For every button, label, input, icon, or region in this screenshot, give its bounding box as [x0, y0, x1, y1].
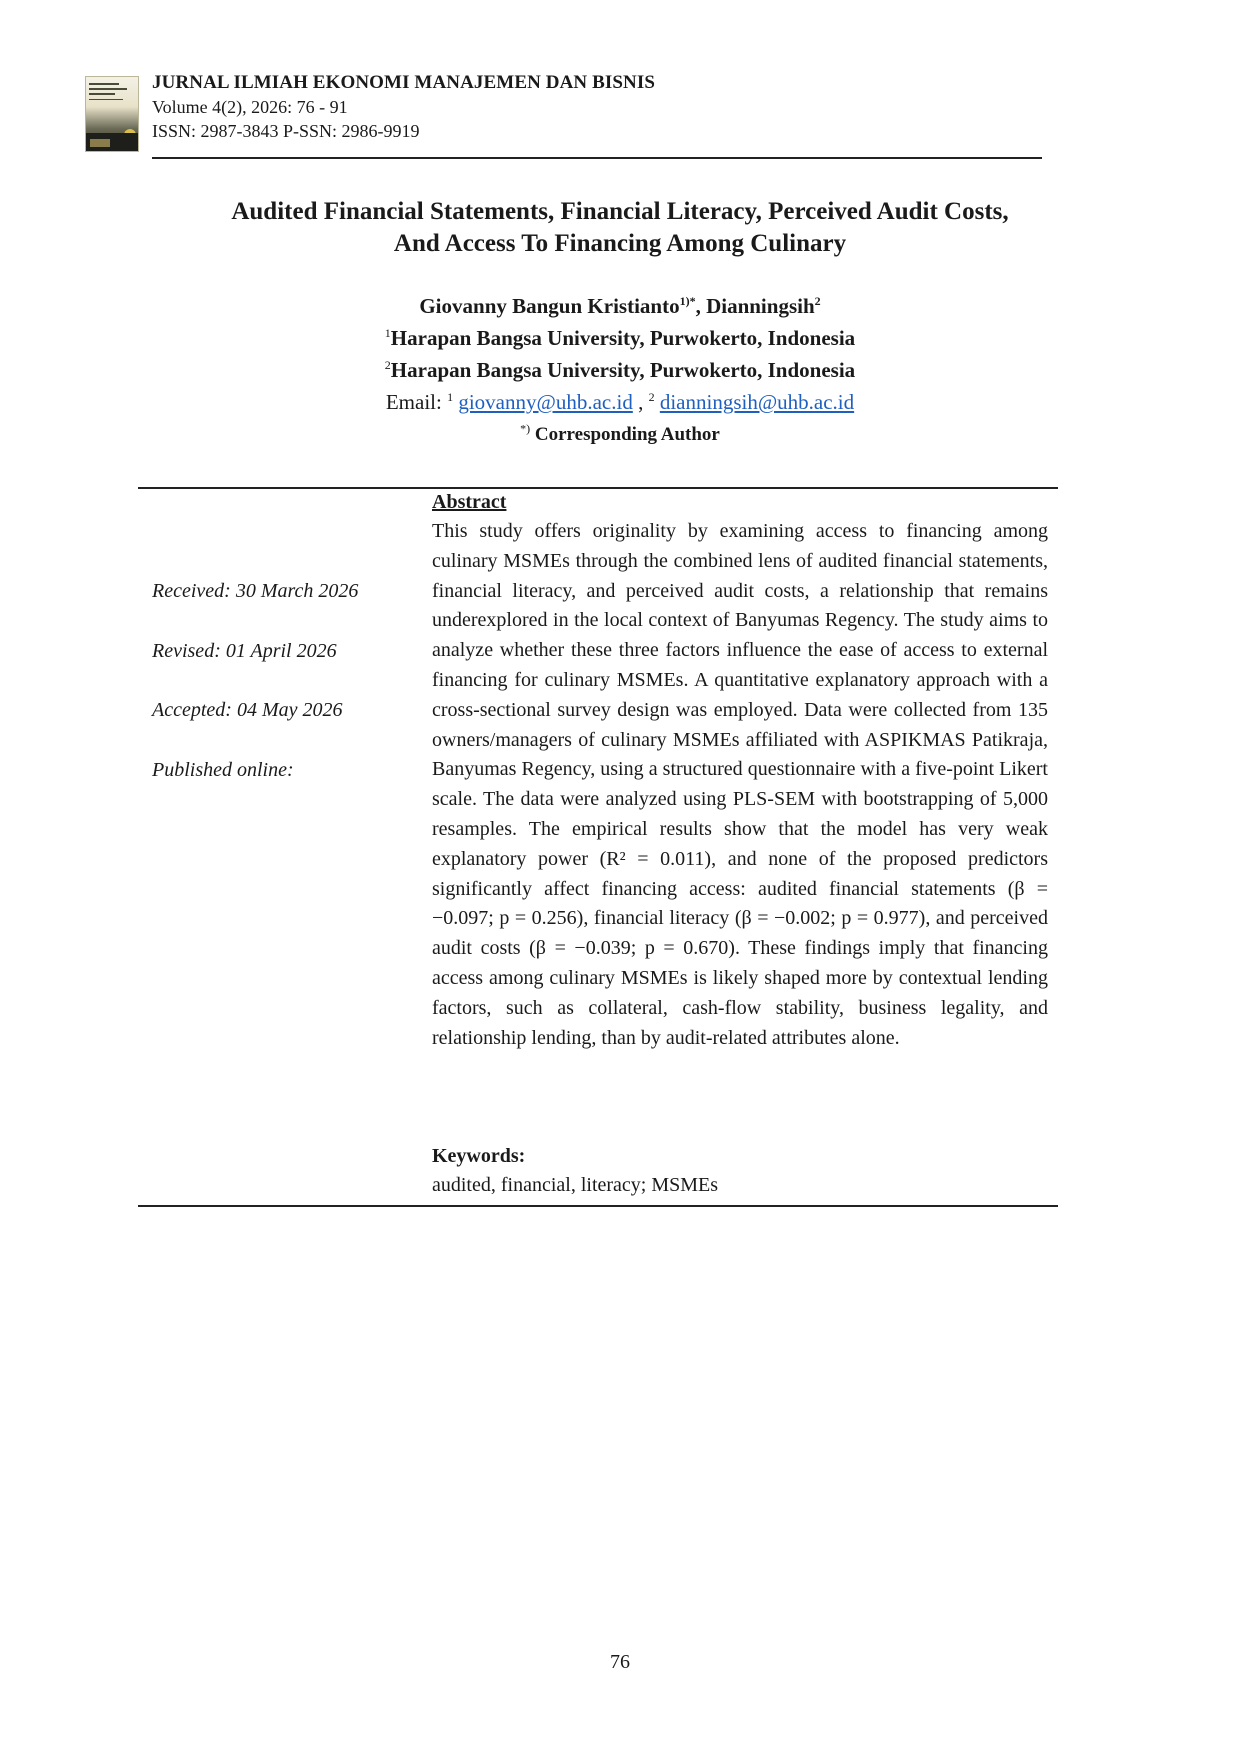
- abstract-text: This study offers originality by examining access to financing among culinary MSMEs through the combined lens of audited financial statements, financial literacy, and perceived audit costs, a relationship that remains underexplored in the local context of Banyumas Regency. The study aims to analyze whether these three factors influence the ease of access to external financing for culinary MSMEs. A quantitative explanatory approach with a cross-sectional survey design was employed. Data were collected from 135 owners/managers of culinary MSMEs affiliated with ASPIKMAS Patikraja, Banyumas Regency, using a structured questionnaire with a five-point Likert scale. The data were analyzed using PLS-SEM with bootstrapping of 5,000 resamples. The empirical results show that the model has very weak explanatory power (R² = 0.011), and none of the proposed predictors significantly affect financing access: audited financial statements (β = −0.097; p = 0.256), financial literacy (β = −0.002; p = 0.977), and perceived audit costs (β = −0.039; p = 0.670). These findings imply that financing access among culinary MSMEs is likely shaped more by contextual lending factors, such as collateral, cash-flow stability, business legality, and relationship lending, than by audit-related attributes alone.: [432, 520, 1048, 1049]
- email-label: Email:: [385, 390, 448, 414]
- journal-volume: Volume 4(2), 2026: 76 - 91: [152, 97, 348, 117]
- journal-name: JURNAL ILMIAH EKONOMI MANAJEMEN DAN BISNIS: [152, 72, 655, 93]
- author-name: Dianningsih: [706, 294, 815, 318]
- author-mark: 1)*: [679, 294, 696, 308]
- affiliation-2: [120, 358, 1120, 383]
- keywords-heading: Keywords:: [432, 1145, 526, 1167]
- article-title-line-2: And Access To Financing Among Culinary: [393, 230, 847, 257]
- abstract-top-divider: [138, 487, 1058, 489]
- email-mark: 2: [648, 390, 655, 404]
- abstract-heading: Abstract: [432, 491, 507, 513]
- author-name: Giovanny Bangun Kristianto: [419, 294, 680, 318]
- received-date: Received: 30 March 2026: [152, 580, 359, 602]
- affiliation-mark: 2: [384, 358, 391, 372]
- article-title-line-1: Audited Financial Statements, Financial Literacy, Perceived Audit Costs,: [231, 198, 1009, 225]
- email-mark: 1: [447, 390, 454, 404]
- corresponding-author-note: [120, 421, 1120, 446]
- author-list: [120, 294, 1120, 319]
- page-number: 76: [610, 1651, 630, 1673]
- abstract-bottom-divider: [138, 1205, 1058, 1207]
- revised-date: Revised: 01 April 2026: [152, 640, 337, 662]
- email-link-1[interactable]: giovanny@uhb.ac.id: [458, 390, 633, 414]
- affiliation-text: Harapan Bangsa University, Purwokerto, Indonesia: [390, 358, 856, 382]
- email-link-2[interactable]: dianningsih@uhb.ac.id: [659, 390, 855, 414]
- email-line: [120, 390, 1120, 415]
- author-separator: ,: [695, 294, 707, 318]
- corresponding-label: Corresponding Author: [530, 424, 720, 445]
- published-online-date: Published online:: [152, 759, 294, 781]
- accepted-date: Accepted: 04 May 2026: [152, 699, 343, 721]
- corresponding-mark: *): [520, 421, 531, 436]
- email-separator: ,: [632, 390, 649, 414]
- affiliation-text: Harapan Bangsa University, Purwokerto, Indonesia: [390, 326, 856, 350]
- journal-issn: ISSN: 2987-3843 P-SSN: 2986-9919: [152, 121, 420, 141]
- keywords-text: audited, financial, literacy; MSMEs: [432, 1174, 719, 1196]
- affiliation-1: [120, 326, 1120, 351]
- affiliation-mark: 1: [384, 326, 391, 340]
- journal-cover-icon: [85, 76, 139, 152]
- author-mark: 2: [814, 294, 821, 308]
- header-divider: [152, 157, 1042, 159]
